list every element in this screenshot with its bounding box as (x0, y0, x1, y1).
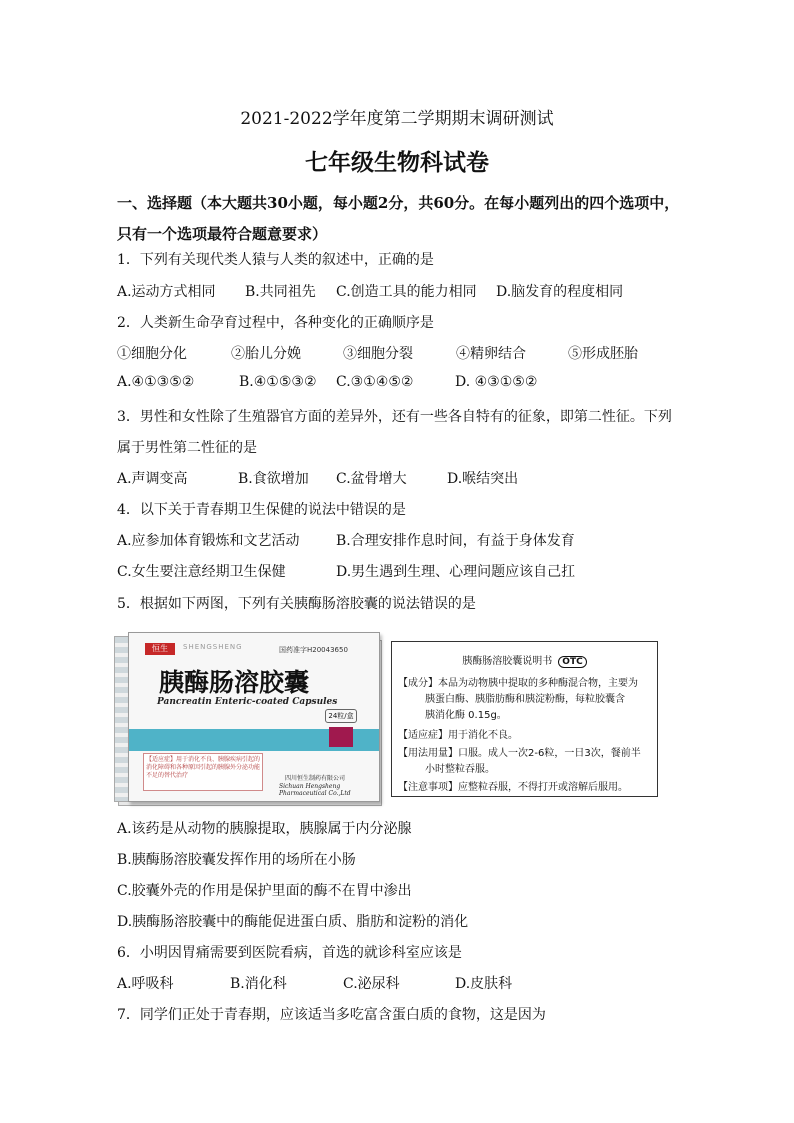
usage-line: 【用法用量】口服。成人一次2-6粒，一日3次，餐前半 (398, 748, 641, 759)
question-1-option-b[interactable]: B.共同祖先 (245, 284, 316, 300)
question-5-stem: 5．根据如下两图，下列有关胰酶肠溶胶囊的说法错误的是 (117, 596, 476, 612)
instruction-panel (391, 641, 658, 797)
question-2-option-a[interactable]: A.④①③⑤② (117, 374, 195, 390)
exam-title: 2021-2022学年度第二学期期末调研测试 (240, 109, 554, 129)
question-4-option-d[interactable]: D.男生遇到生理、心理问题应该自己扛 (336, 564, 576, 580)
approval-number: 国药准字H20043650 (279, 646, 348, 654)
drug-name: 胰酶肠溶胶囊 (159, 668, 310, 697)
section-heading: 一、选择题（本大题共30小题，每小题2分，共60分。在每小题列出的四个选项中，只有一个选项最符合题意要求） (117, 194, 680, 243)
question-2-item: ①细胞分化 (117, 346, 187, 362)
question-5-option-d[interactable]: D.胰酶肠溶胶囊中的酶能促进蛋白质、脂肪和淀粉的消化 (117, 914, 469, 930)
question-4-stem: 4．以下关于青春期卫生保健的说法中错误的是 (117, 502, 406, 518)
question-3-option-d[interactable]: D.喉结突出 (447, 471, 519, 487)
question-2-stem: 2．人类新生命孕育过程中，各种变化的正确顺序是 (117, 315, 434, 331)
box-front-face (128, 632, 380, 802)
question-2-item: ⑤形成胚胎 (568, 346, 638, 362)
usage-line: 小时整粒吞服。 (425, 764, 495, 775)
brand-logo: 恒生 (145, 643, 175, 655)
ingredients-line: 胰消化酶 0.15g。 (425, 710, 507, 721)
question-3-stem: 3．男性和女性除了生殖器官方面的差异外，还有一些各自特有的征象，即第二性征。下列 (117, 409, 672, 425)
question-4-option-c[interactable]: C.女生要注意经期卫生保健 (117, 564, 286, 580)
question-2-option-c[interactable]: C.③①④⑤② (336, 374, 414, 390)
question-3-option-b[interactable]: B.食欲增加 (238, 471, 309, 487)
question-1-option-a[interactable]: A.运动方式相同 (117, 284, 216, 300)
question-1-stem: 1．下列有关现代类人猿与人类的叙述中，正确的是 (117, 252, 434, 268)
ingredients-line: 胰蛋白酶、胰脂肪酶和胰淀粉酶，每粒胶囊含 (425, 694, 625, 705)
question-7-stem: 7．同学们正处于青春期，应该适当多吃富含蛋白质的食物，这是因为 (117, 1007, 546, 1023)
question-2-option-b[interactable]: B.④①⑤③② (239, 374, 317, 390)
otc-badge: OTC (558, 656, 586, 668)
question-6-option-b[interactable]: B.消化科 (230, 976, 287, 992)
manufacturer: 四川恒生制药有限公司 (285, 775, 346, 782)
question-4-option-a[interactable]: A.应参加体育锻炼和文艺活动 (117, 533, 300, 549)
manufacturer-en: Sichuan Hengsheng Pharmaceutical Co.,Ltd (279, 783, 351, 797)
question-5-option-a[interactable]: A.该药是从动物的胰腺提取，胰腺属于内分泌腺 (117, 821, 412, 837)
indication-line: 【适应症】用于消化不良。 (398, 730, 518, 741)
ingredients-line: 【成分】本品为动物胰中提取的多种酶混合物，主要为 (398, 678, 638, 689)
question-2-item: ②胎儿分娩 (231, 346, 301, 362)
question-6-option-d[interactable]: D.皮肤科 (455, 976, 513, 992)
question-1-option-c[interactable]: C.创造工具的能力相同 (336, 284, 477, 300)
question-5-option-b[interactable]: B.胰酶肠溶胶囊发挥作用的场所在小肠 (117, 852, 356, 868)
question-6-option-a[interactable]: A.呼吸科 (117, 976, 174, 992)
question-2-option-d[interactable]: D. ④③①⑤② (455, 374, 538, 390)
question-3-option-a[interactable]: A.声调变高 (117, 471, 188, 487)
color-band-accent (329, 727, 353, 747)
question-1-option-d[interactable]: D.脑发育的程度相同 (496, 284, 624, 300)
instruction-title-text: 胰酶肠溶胶囊说明书 (462, 656, 553, 667)
question-4-option-b[interactable]: B.合理安排作息时间，有益于身体发育 (336, 533, 575, 549)
caution-line: 【注意事项】应整粒吞服，不得打开或溶解后服用。 (398, 782, 628, 793)
capsule-count-badge: 24粒/盒 (325, 709, 357, 723)
drug-name-en: Pancreatin Enteric-coated Capsules (157, 697, 338, 707)
question-2-item: ④精卵结合 (456, 346, 526, 362)
question-6-option-c[interactable]: C.泌尿科 (343, 976, 400, 992)
brand-name-en: SHENGSHENG (183, 643, 243, 651)
question-5-option-c[interactable]: C.胶囊外壳的作用是保护里面的酶不在胃中渗出 (117, 883, 412, 899)
question-2-item: ③细胞分裂 (343, 346, 413, 362)
exam-subtitle: 七年级生物科试卷 (305, 149, 489, 176)
indication-note: 【适应症】用于消化不良、胰腺疾病引起的消化障碍和各种原因引起的胰腺外分泌功能不足的替代治疗 (143, 753, 263, 791)
question-3-option-c[interactable]: C.盆骨增大 (336, 471, 407, 487)
instruction-title (392, 652, 657, 668)
question-3-stem-cont: 属于男性第二性征的是 (117, 440, 257, 456)
question-6-stem: 6．小明因胃痛需要到医院看病，首选的就诊科室应该是 (117, 945, 462, 961)
medicine-box-image (114, 632, 380, 806)
